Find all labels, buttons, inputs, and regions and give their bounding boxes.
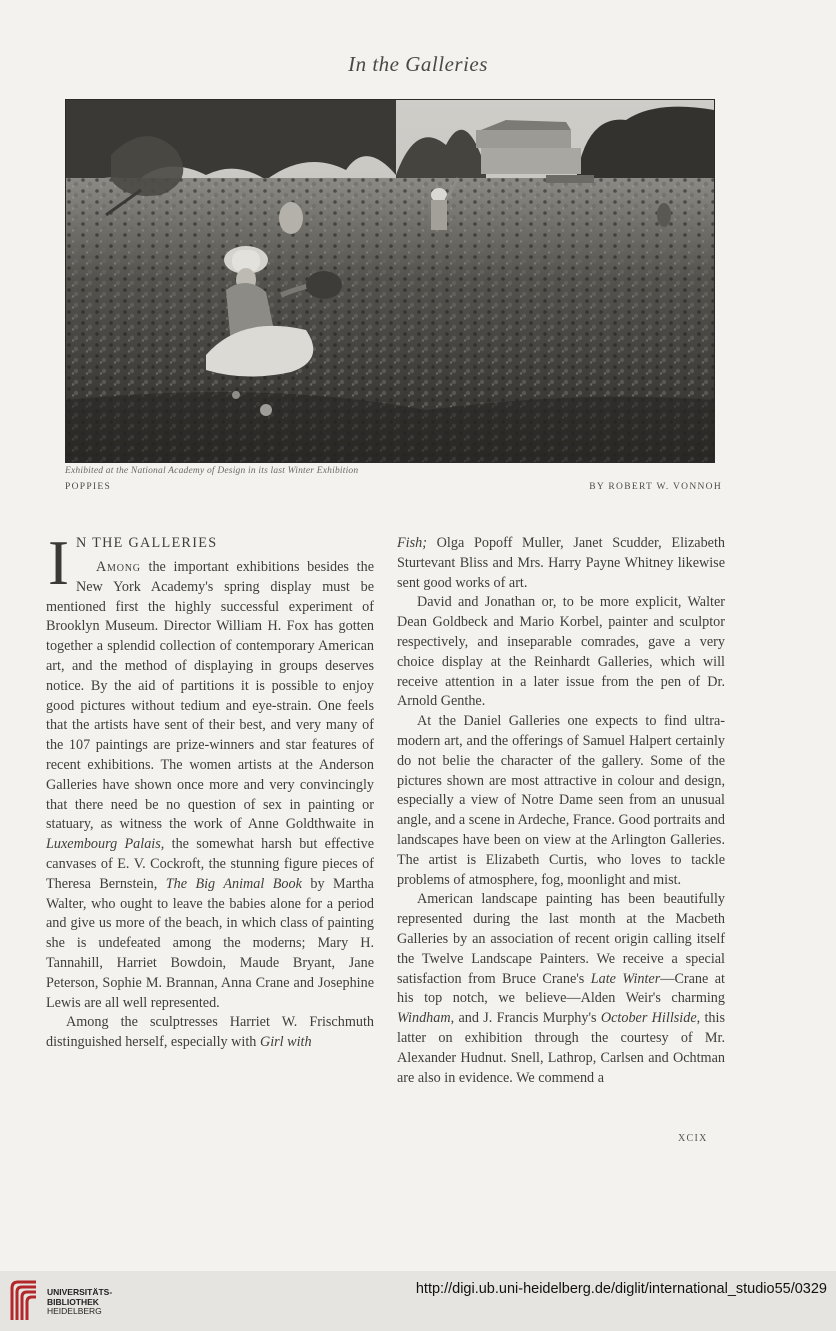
italic-title: Late Winter — [590, 970, 661, 987]
paragraph — [397, 593, 725, 712]
library-line-2: BIBLIOTHEK — [47, 1296, 99, 1307]
body-text: David and Jonathan or, to be more explicit, Walter Dean Goldbeck and Mario Korbel, painter and sculptor respectively, and inseparable comrades, gave a very choice display at the Reinhardt Galleries, which will receive attention in a later issue from the pen of Dr. Arnold Genthe. — [397, 594, 725, 710]
library-line-1: UNIVERSITÄTS- — [47, 1287, 113, 1297]
poppies-painting-image — [66, 100, 714, 462]
paragraph — [397, 534, 725, 593]
italic-title: The Big Animal Book — [165, 875, 302, 892]
lead-word: Among — [95, 559, 141, 575]
italic-title: Windham — [397, 1010, 451, 1027]
paragraph — [397, 890, 725, 1088]
body-text: Among the sculptresses Harriet W. Frischmuth distinguished herself, especially with — [46, 1014, 374, 1051]
painting-plate — [65, 99, 715, 463]
paragraph — [46, 1013, 374, 1053]
paragraph — [46, 558, 374, 1013]
italic-title: Fish; — [397, 535, 427, 551]
library-footer — [0, 1271, 836, 1331]
right-column-body — [397, 534, 725, 1088]
italic-title: Girl with — [259, 1034, 312, 1051]
library-line-3: HEIDELBERG — [47, 1306, 102, 1316]
drop-cap: I — [48, 528, 69, 598]
italic-title: October Hillside — [600, 1010, 697, 1027]
library-logo-icon — [9, 1280, 39, 1322]
body-text: American landscape painting has been beautifully represented during the last month at the Macbeth Galleries by an association of recent origin calling itself the Twelve Landscape Painters. We receive a special satisfaction from Bruce Crane's — [397, 891, 725, 987]
running-head: In the Galleries — [348, 52, 488, 76]
left-column — [46, 528, 375, 1053]
source-url[interactable]: http://digi.ub.uni-heidelberg.de/diglit/international_studio55/0329 — [415, 1281, 827, 1297]
left-column-body — [46, 558, 374, 1053]
body-text: by Martha Walter, who ought to leave the babies alone for a period and give us more of the beach, in which class of painting she is undefeated among the moderns; Mary H. Tannahill, Harriet Bowdoin, Maude Bryant, Jane Peterson, Sophie M. Brannan, Anna Crane and Josephine Lewis are all well represented. — [46, 875, 374, 1011]
body-text: , and J. Francis Murphy's — [450, 1010, 601, 1027]
plate-title: POPPIES — [65, 482, 112, 492]
right-column — [397, 534, 725, 1088]
italic-title: Luxembourg Palais — [46, 836, 161, 853]
body-text: —Crane at his top notch, we believe—Alden Weir's charming — [397, 970, 725, 1007]
paragraph — [397, 712, 725, 890]
body-text: , the somewhat harsh but effective canvases of E. V. Cockroft, the stunning figure pieces of Theresa Bernstein, — [46, 836, 375, 892]
body-text: , this latter on exhibition through the courtesy of Mr. Alexander Hudnut. Snell, Lathrop, Carlsen and Ochtman are also in evidence. We commend a — [397, 1010, 725, 1086]
body-text: the important exhibitions besides the New York Academy's spring display must be mentioned first the highly successful experiment of Brooklyn Museum. Director William H. Fox has gotten together a splendid collection of contemporary American art, and the method of displaying in groups deserves notice. By the aid of partitions it is possible to enjoy good pictures without tedium and eye-strain. One feels that the artists have sent of their best, and very many of the 107 paintings are prize-winners and star features of recent exhibitions. The women artists at the Anderson Galleries have shown once more and very convincingly that there need be no question of sex in painting or statuary, as witness the work of Anne Goldthwaite in — [46, 559, 374, 833]
page-number: XCIX — [678, 1133, 708, 1144]
library-name — [47, 1288, 112, 1317]
body-text: At the Daniel Galleries one expects to find ultra-modern art, and the offerings of Samuel Halpert certainly do not belie the character of the gallery. Some of the pictures shown are most attractive in colour and design, especially a view of Notre Dame seen from an unusual angle, and a scene in Ardeche, France. Good portraits and landscapes have been on view at the Arlington Galleries. The artist is Elizabeth Curtis, who loves to tackle problems of atmosphere, fog, moonlight and mist. — [397, 713, 725, 888]
plate-artist: BY ROBERT W. VONNOH — [589, 482, 722, 492]
plate-credit: Exhibited at the National Academy of Design in its last Winter Exhibition — [65, 466, 359, 476]
heading-text: N THE GALLERIES — [75, 535, 218, 551]
body-text: Olga Popoff Muller, Janet Scudder, Elizabeth Sturtevant Bliss and Mrs. Harry Payne Whitney likewise sent good works of art. — [397, 535, 725, 591]
